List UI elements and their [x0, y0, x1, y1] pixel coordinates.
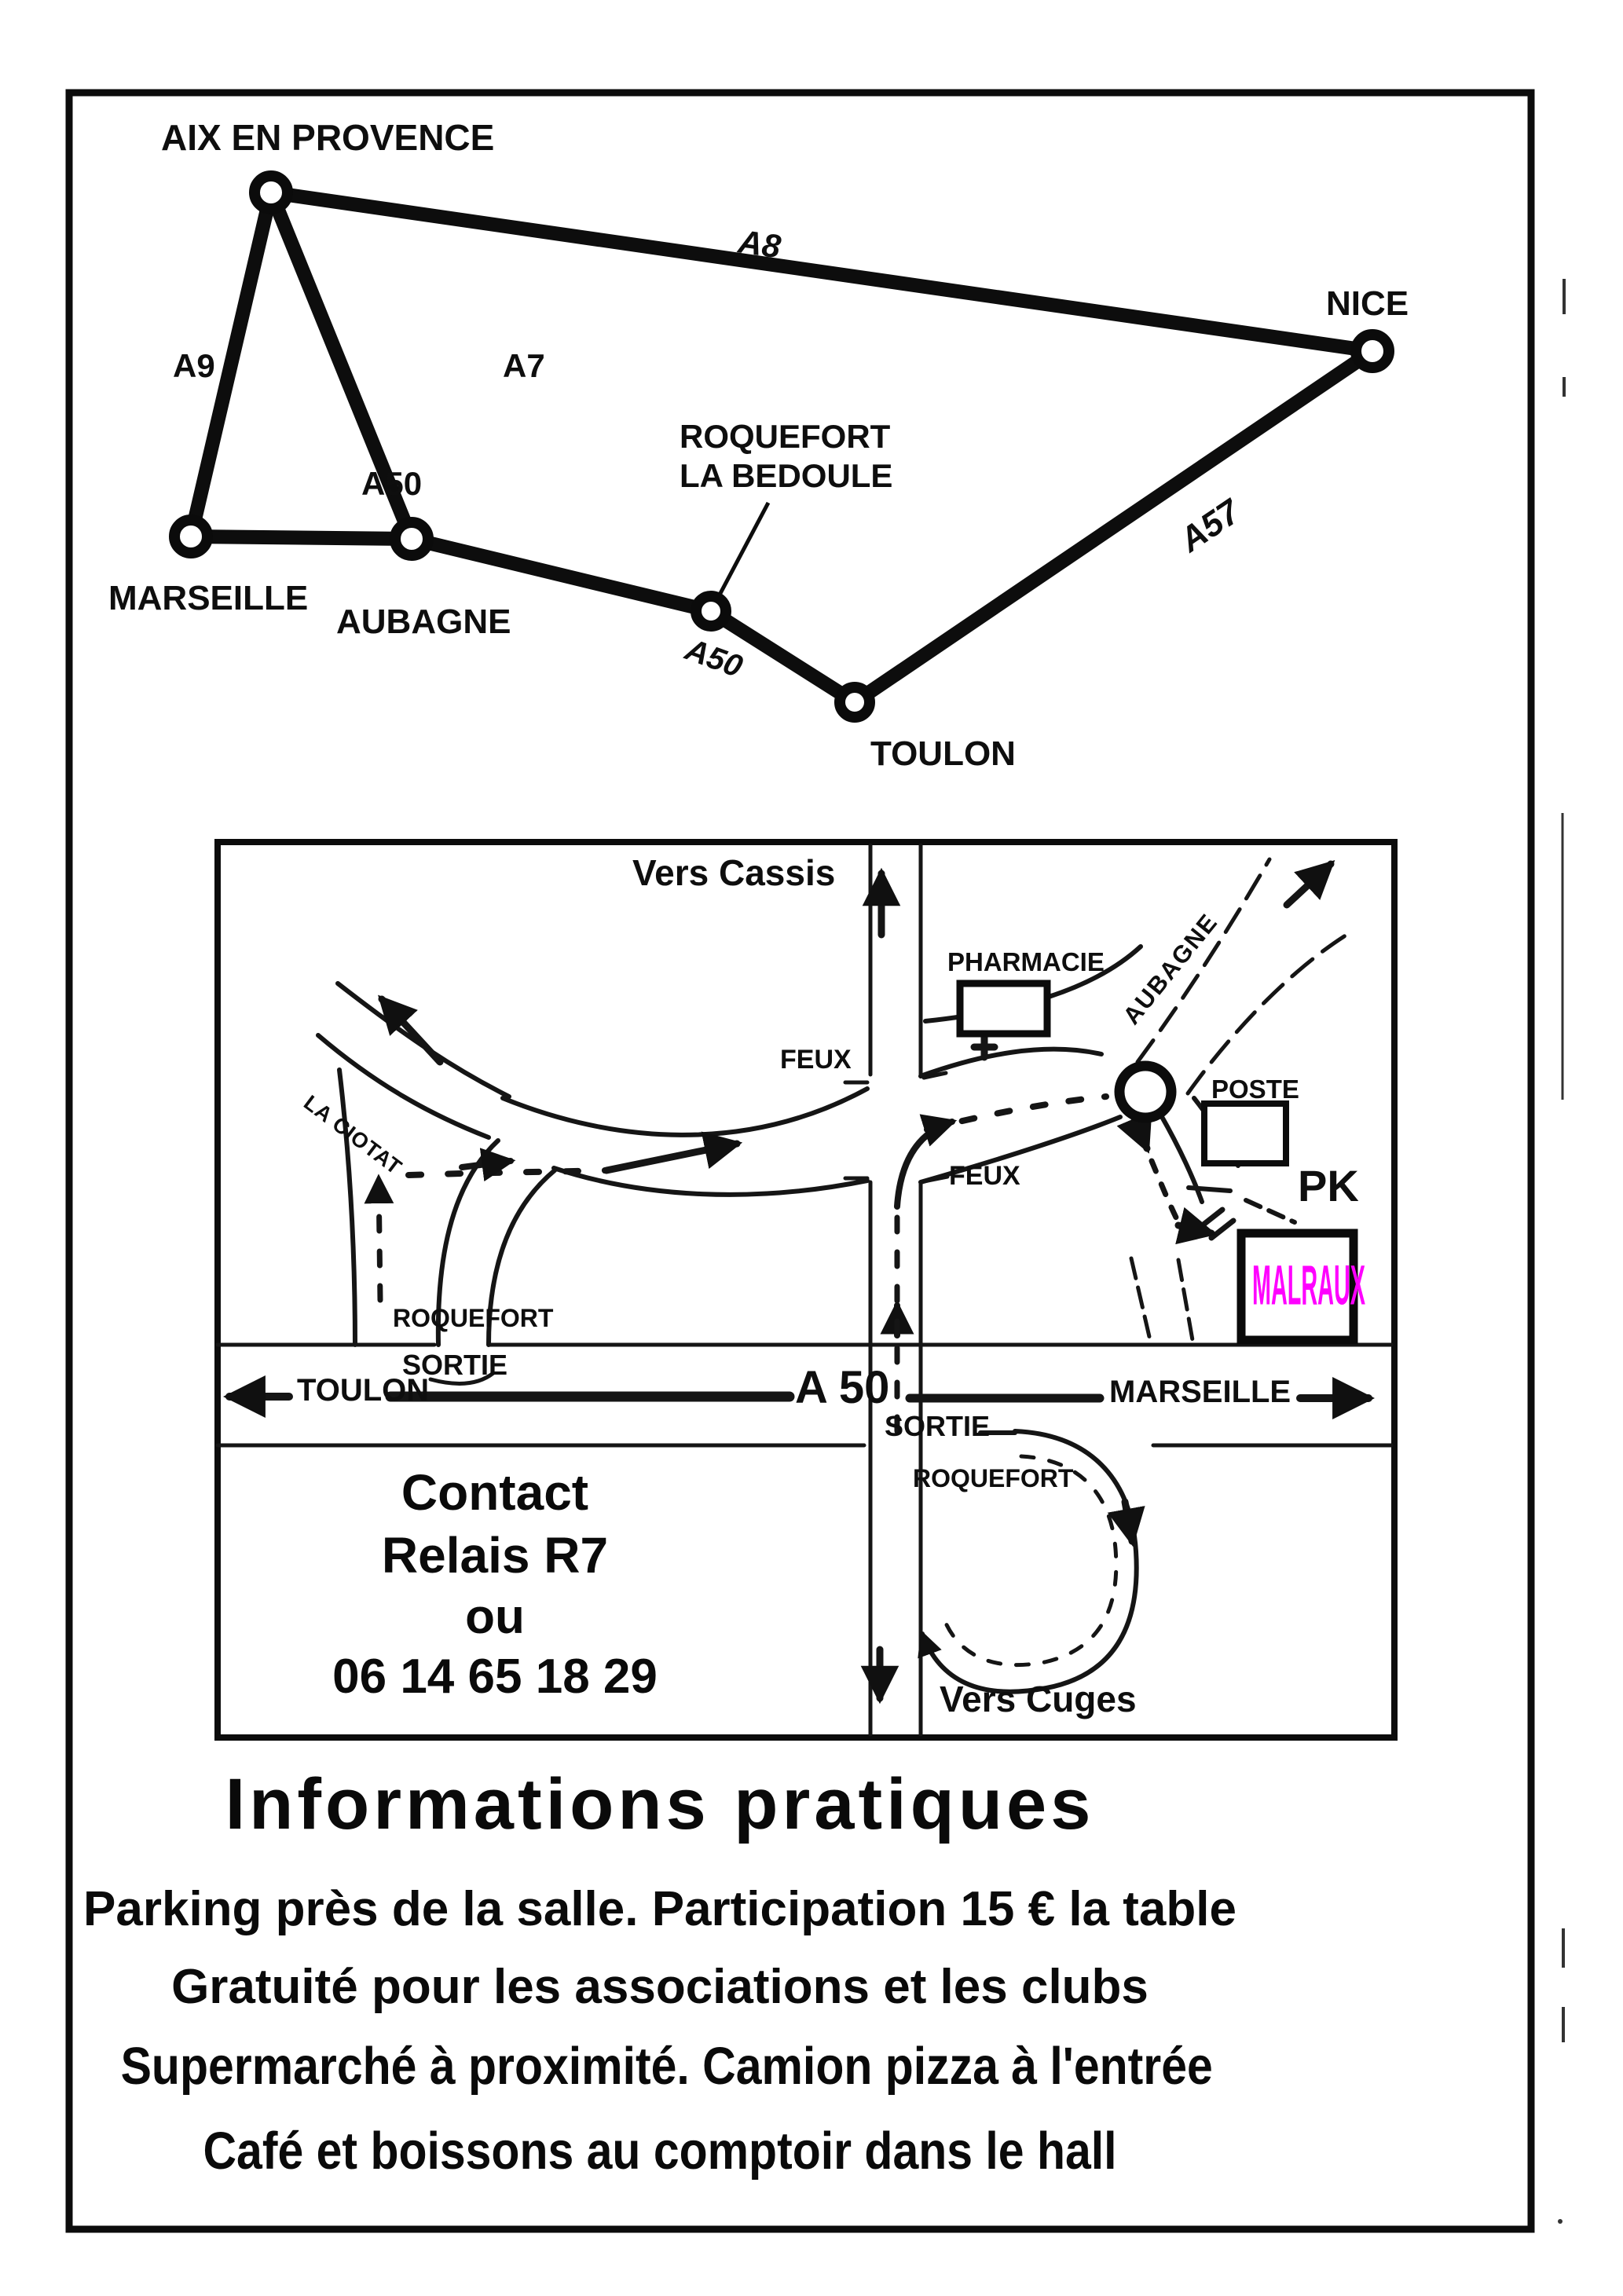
- exit-label-sortie-west: SORTIE: [402, 1349, 508, 1381]
- road-label-a57: A57: [1172, 492, 1247, 560]
- city-label-nice: NICE: [1326, 284, 1409, 323]
- poi-label-poste: POSTE: [1211, 1075, 1299, 1104]
- pharmacie-building: [960, 983, 1047, 1034]
- city-node-aubagne: [395, 522, 428, 555]
- traffic-light-label-feux-north: FEUX: [780, 1045, 852, 1075]
- city-label-roquefort-line1: ROQUEFORT: [680, 418, 891, 455]
- city-label-toulon: TOULON: [870, 734, 1016, 773]
- direction-label-aubagne: AUBAGNE: [1117, 908, 1224, 1030]
- exit-label-roquefort-east: ROQUEFORT: [913, 1464, 1074, 1492]
- road-label-a50-west: A50: [361, 465, 423, 502]
- contact-block: [228, 1464, 762, 1704]
- city-node-nice: [1356, 335, 1389, 368]
- info-line-supermarche: Supermarché à proximité. Camion pizza à l'entrée: [120, 2037, 1213, 2096]
- contact-phone: 06 14 65 18 29: [332, 1650, 658, 1704]
- city-node-marseille: [174, 520, 207, 553]
- poi-label-pharmacie: PHARMACIE: [947, 947, 1105, 976]
- city-node-toulon: [840, 687, 870, 717]
- city-node-aix: [255, 176, 288, 209]
- road-label-la-ciotat: LA CIOTAT: [299, 1090, 407, 1180]
- contact-name: Relais R7: [381, 1527, 609, 1584]
- venue-label-malraux: MALRAUX: [1252, 1255, 1365, 1317]
- traffic-light-label-feux-south: FEUX: [949, 1161, 1020, 1191]
- direction-label-vers-cassis: Vers Cassis: [632, 852, 836, 893]
- direction-label-toulon: TOULON: [297, 1373, 430, 1408]
- info-line-parking: Parking près de la salle. Participation 15 € la table: [83, 1882, 1236, 1936]
- exit-label-sortie-east: SORTIE: [885, 1410, 991, 1442]
- road-a57: [855, 351, 1372, 702]
- roundabout: [1119, 1066, 1171, 1118]
- city-label-aix: AIX EN PROVENCE: [161, 117, 495, 158]
- road-label-a9: A9: [173, 347, 215, 384]
- highway-label-a50: A 50: [795, 1362, 890, 1413]
- road-a50-west: [191, 536, 412, 539]
- info-title: Informations pratiques: [225, 1764, 1095, 1844]
- city-node-roquefort: [696, 596, 726, 626]
- info-line-gratuite: Gratuité pour les associations et les clubs: [171, 1960, 1149, 2014]
- city-label-roquefort-line2: LA BEDOULE: [680, 457, 893, 494]
- road-label-a7: A7: [503, 347, 545, 384]
- direction-label-marseille: MARSEILLE: [1109, 1375, 1291, 1409]
- city-label-aubagne: AUBAGNE: [336, 602, 511, 641]
- info-line-cafe: Café et boissons au comptoir dans le hall: [203, 2122, 1117, 2181]
- scan-artifacts: [1558, 279, 1564, 2224]
- road-label-a50-south: A50: [680, 632, 747, 685]
- parking-label-pk: PK: [1298, 1161, 1359, 1210]
- exit-label-roquefort-west: ROQUEFORT: [393, 1304, 554, 1332]
- road-label-a8: A8: [736, 222, 783, 265]
- contact-or: ou: [465, 1590, 525, 1644]
- city-label-marseille: MARSEILLE: [108, 579, 309, 617]
- contact-title: Contact: [401, 1464, 589, 1521]
- road-a8: [271, 192, 1372, 351]
- direction-label-vers-cuges: Vers Cuges: [940, 1679, 1137, 1719]
- poste-building: [1204, 1104, 1286, 1163]
